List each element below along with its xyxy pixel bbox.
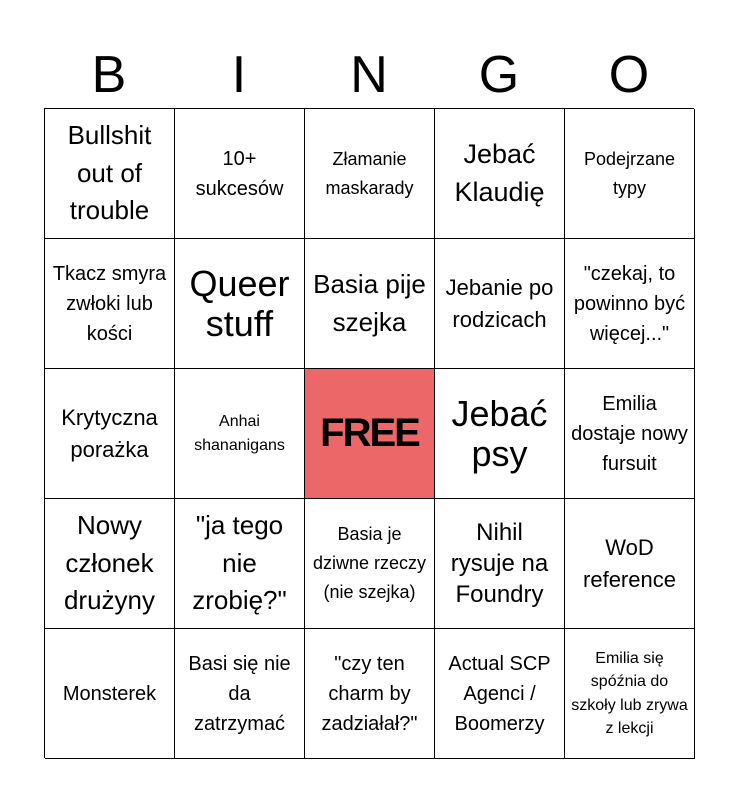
bingo-cell[interactable] (175, 109, 305, 239)
cell-label: Nihil rysuje na Foundry (450, 518, 549, 609)
bingo-cell[interactable] (175, 369, 305, 499)
bingo-cell[interactable] (305, 109, 435, 239)
cell-label: Emilia się spóźnia do szkoły lub zrywa z lekcji (571, 650, 688, 737)
header-letter-i: I (231, 46, 247, 104)
bingo-cell[interactable] (45, 369, 175, 499)
bingo-cell[interactable] (305, 239, 435, 369)
bingo-cell[interactable] (305, 499, 435, 629)
cell-label: Złamanie maskarady (325, 148, 414, 198)
bingo-cell[interactable] (565, 629, 695, 759)
bingo-header (44, 42, 694, 108)
cell-label: Emilia dostaje nowy fursuit (571, 392, 688, 475)
bingo-cell[interactable] (565, 369, 695, 499)
bingo-cell[interactable] (175, 499, 305, 629)
bingo-cell[interactable] (435, 109, 565, 239)
header-letter-n: N (350, 46, 388, 104)
cell-label: Podejrzane typy (583, 148, 676, 198)
cell-label: Tkacz smyra zwłoki lub kości (52, 262, 167, 345)
bingo-cell[interactable] (435, 499, 565, 629)
cell-label: Bullshit out of trouble (67, 119, 152, 226)
cell-label: Jebać Klaudię (454, 138, 545, 207)
bingo-cell[interactable] (305, 629, 435, 759)
cell-label: WoD reference (583, 534, 676, 592)
bingo-cell[interactable] (435, 629, 565, 759)
free-space-cell[interactable] (305, 369, 435, 499)
cell-label: "czekaj, to powinno być więcej..." (573, 262, 686, 345)
header-letter-b: B (91, 46, 127, 104)
bingo-cell[interactable] (565, 499, 695, 629)
bingo-cell[interactable] (45, 499, 175, 629)
cell-label: Krytyczna porażka (61, 404, 158, 462)
bingo-cell[interactable] (435, 369, 565, 499)
bingo-cell[interactable] (45, 629, 175, 759)
cell-label: Jebać psy (451, 392, 548, 474)
cell-label: Nowy członek drużyny (63, 509, 156, 616)
cell-label: Basia pije szejka (313, 268, 426, 337)
cell-label: Monsterek (62, 682, 157, 705)
header-letter-o: O (608, 46, 650, 104)
cell-label: "ja tego nie zrobię?" (192, 509, 287, 616)
cell-label: Queer stuff (189, 262, 290, 344)
bingo-cell[interactable] (175, 239, 305, 369)
free-space-label: FREE (320, 411, 419, 455)
cell-label: Jebanie po rodzicach (445, 274, 554, 332)
bingo-cell[interactable] (175, 629, 305, 759)
cell-label: Actual SCP Agenci / Boomerzy (448, 652, 551, 735)
cell-label: Anhai shananigans (194, 413, 285, 454)
cell-label: 10+ sukcesów (195, 147, 284, 200)
cell-label: Basi się nie da zatrzymać (188, 652, 291, 735)
cell-label: "czy ten charm by zadziałał?" (321, 652, 418, 735)
bingo-cell[interactable] (565, 109, 695, 239)
bingo-cell[interactable] (435, 239, 565, 369)
bingo-cell[interactable] (45, 109, 175, 239)
header-letter-g: G (478, 46, 520, 104)
bingo-cell[interactable] (565, 239, 695, 369)
bingo-board (44, 108, 694, 758)
cell-label: Basia je dziwne rzeczy (nie szejka) (312, 524, 427, 602)
bingo-cell[interactable] (45, 239, 175, 369)
